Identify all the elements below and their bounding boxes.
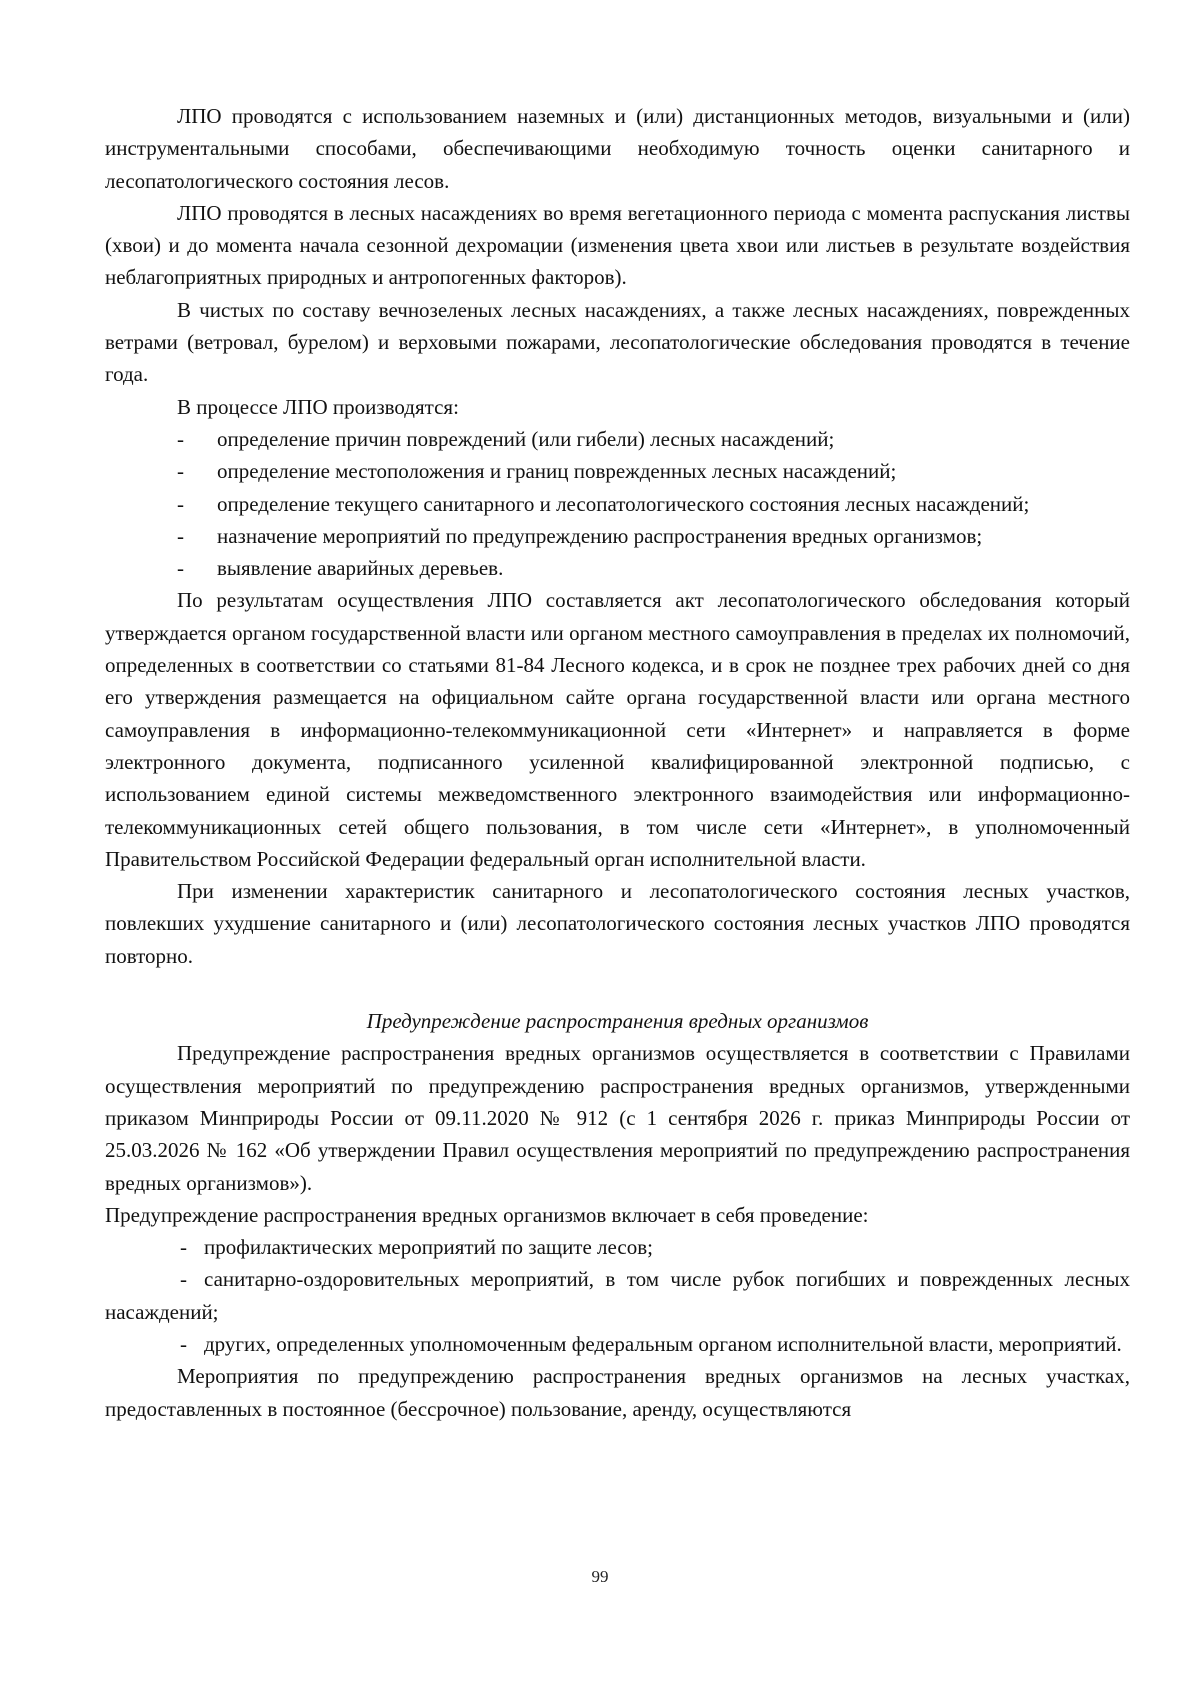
- list-marker: -: [180, 1267, 187, 1292]
- list-marker: -: [177, 459, 184, 484]
- list-item-text: определение текущего санитарного и лесопатологического состояния лесных насаждений;: [217, 491, 1030, 516]
- list-marker: -: [177, 426, 184, 451]
- list-item-text: определение местоположения и границ поврежденных лесных насаждений;: [217, 459, 897, 484]
- paragraph: Мероприятия по предупреждению распространения вредных организмов на лесных участках, предоставленных в постоянное (бессрочное) пользование, аренду, осуществляются: [105, 1364, 1130, 1421]
- list-item-text: других, определенных уполномоченным федеральным органом исполнительной власти, мероприятий.: [204, 1331, 1122, 1356]
- paragraph: ЛПО проводятся в лесных насаждениях во время вегетационного периода с момента распускания листвы (хвои) и до момента начала сезонной дехромации (изменения цвета хвои или листьев в результате воздействия неблагоприятных природных и антропогенных факторов).: [105, 200, 1130, 290]
- list-marker: -: [180, 1331, 187, 1356]
- list-item: [105, 552, 1130, 584]
- list-item: [105, 1231, 1130, 1263]
- paragraph: По результатам осуществления ЛПО составляется акт лесопатологического обследования который утверждается органом государственной власти или органом местного самоуправления в пределах их полномочий, определенных в соответствии со статьями 81-84 Лесного кодекса, и в срок не позднее трех рабочих дней со дня его утверждения размещается на официальном сайте органа государственной власти или органа местного самоуправления в информационно-телекоммуникационной сети «Интернет» и направляется в форме электронного документа, подписанного усиленной квалифицированной электронной подписью, с использованием единой системы межведомственного электронного взаимодействия или информационно-телекоммуникационных сетей общего пользования, в том числе сети «Интернет», в уполномоченный Правительством Российской Федерации федеральный орган исполнительной власти.: [105, 588, 1130, 871]
- list-item-text: профилактических мероприятий по защите лесов;: [204, 1235, 653, 1260]
- list-marker: -: [180, 1235, 187, 1260]
- list-marker: -: [177, 491, 184, 516]
- list-item: [105, 455, 1130, 487]
- list-item-text: определение причин повреждений (или гибели) лесных насаждений;: [217, 426, 835, 451]
- list-item: [105, 520, 1130, 552]
- paragraph: При изменении характеристик санитарного и лесопатологического состояния лесных участков, повлекших ухудшение санитарного и (или) лесопатологического состояния лесных участков ЛПО проводятся повторно.: [105, 879, 1130, 968]
- list-item-text: выявление аварийных деревьев.: [217, 556, 504, 581]
- section-heading: Предупреждение распространения вредных организмов: [366, 1009, 869, 1034]
- list-marker: -: [177, 556, 184, 581]
- paragraph: В чистых по составу вечнозеленых лесных насаждениях, а также лесных насаждениях, поврежденных ветрами (ветровал, бурелом) и верховыми пожарами, лесопатологические обследования проводятся в течение года.: [105, 297, 1130, 387]
- paragraph: ЛПО проводятся с использованием наземных и (или) дистанционных методов, визуальными и (или) инструментальными способами, обеспечивающими необходимую точность оценки санитарного и лесопатологического состояния лесов.: [105, 104, 1130, 193]
- page-content: [105, 100, 1130, 1425]
- paragraph: Предупреждение распространения вредных организмов осуществляется в соответствии с Правилами осуществления мероприятий по предупреждению распространения вредных организмов, утвержденными приказом Минприроды России от 09.11.2020 № 912 (с 1 сентября 2026 г. приказ Минприроды России от 25.03.2026 № 162 «Об утверждении Правил осуществления мероприятий по предупреждению распространения вредных организмов»).: [105, 1041, 1130, 1195]
- list-item: [105, 423, 1130, 455]
- paragraph: В процессе ЛПО производятся:: [177, 394, 459, 419]
- list-item-text: санитарно-оздоровительных мероприятий, в том числе рубок погибших и поврежденных лесных насаждений;: [105, 1267, 1130, 1324]
- list-item: [105, 488, 1130, 520]
- paragraph: Предупреждение распространения вредных организмов включает в себя проведение:: [105, 1202, 869, 1227]
- list-item: [105, 1328, 1130, 1360]
- list-marker: -: [177, 523, 184, 548]
- list-item-text: назначение мероприятий по предупреждению распространения вредных организмов;: [217, 523, 983, 548]
- list-item: [105, 1263, 1130, 1328]
- page-number: 99: [591, 1567, 609, 1586]
